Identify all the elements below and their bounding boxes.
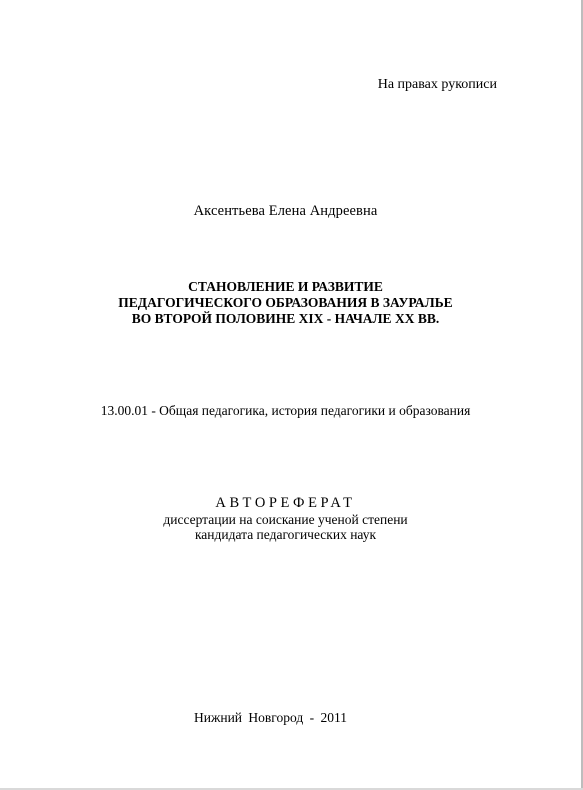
specialty-code: 13.00.01 - Общая педагогика, история педагогики и образования — [100, 403, 471, 418]
title-line-3: ВО ВТОРОЙ ПОЛОВИНЕ XIX - НАЧАЛЕ XX ВВ. — [131, 311, 440, 326]
author-name: Аксентьева Елена Андреевна — [193, 203, 378, 219]
abstract-line-2: кандидата педагогических наук — [194, 527, 377, 542]
rights-note: На правах рукописи — [377, 77, 497, 92]
abstract-block — [0, 495, 583, 542]
place-and-year: Нижний Новгород - 2011 — [194, 710, 347, 725]
title-line-1: СТАНОВЛЕНИЕ И РАЗВИТИЕ — [188, 279, 383, 294]
dissertation-title — [0, 279, 583, 327]
abstract-heading: АВТОРЕФЕРАТ — [215, 495, 356, 511]
abstract-line-1: диссертации на соискание ученой степени — [163, 512, 408, 527]
title-line-2: ПЕДАГОГИЧЕСКОГО ОБРАЗОВАНИЯ В ЗАУРАЛЬЕ — [118, 295, 453, 310]
